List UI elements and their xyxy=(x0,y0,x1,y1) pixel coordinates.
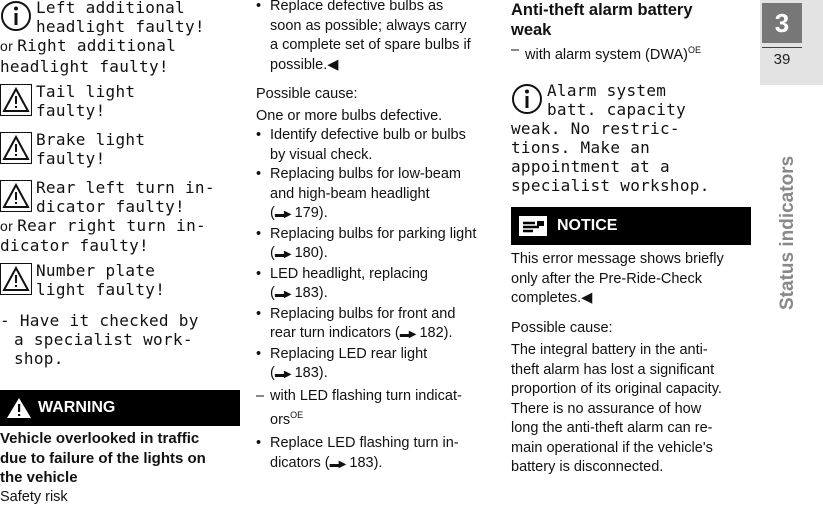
text-line: – with LED flashing turn indicat- xyxy=(270,387,462,404)
text-line: theft alarm has lost a significant xyxy=(511,361,715,378)
text-line: This error message shows briefly xyxy=(511,251,724,268)
warning-triangle-icon xyxy=(6,397,32,419)
page-ref-arrow-icon: ▬▶ xyxy=(399,329,416,340)
list-item xyxy=(256,305,496,345)
text-line: Tail light xyxy=(36,81,136,101)
text-line: • Replacing bulbs for front and xyxy=(270,305,456,322)
text-line: There is no assurance of how xyxy=(511,400,702,417)
page-ref-arrow-icon: ▬▶ xyxy=(274,369,291,380)
column-1: Left additional headlight faulty! or Right additional headlight faulty! Tail light faulty! Brake light faulty! Rear left turn in- dicator faulty! or Rear right turn in- dicator faulty! Number plate light faulty! - Have it checked by a specialist work- shop. WARNING Vehicle overlooked in traffic due to failure of the lights on the vehicle Safety risk xyxy=(0,0,240,507)
text-line: a specialist work- xyxy=(14,330,193,349)
warning-triangle-icon xyxy=(0,180,32,212)
check-instruction: - Have it checked by a specialist work- shop. xyxy=(0,311,240,368)
possible-cause-label: Possible cause: xyxy=(256,86,358,102)
list-item: • Replacing bulbs for parking light (▬▶ 180). xyxy=(256,225,496,265)
indicator-additional-headlight xyxy=(0,0,240,36)
notice-label: NOTICE xyxy=(557,217,618,235)
text-line: dicator faulty! xyxy=(0,236,149,255)
warning-triangle-icon xyxy=(0,263,32,295)
text-line: • Replacing bulbs for parking light xyxy=(270,225,477,242)
text-line: shop. xyxy=(14,349,64,368)
text-line: appointment at a xyxy=(511,157,670,177)
text-line: faulty! xyxy=(36,100,106,120)
text-line: completes.◀ xyxy=(511,290,593,307)
text-line: long the anti-theft alarm can re- xyxy=(511,420,713,437)
list-item: • LED headlight, replacing (▬▶ 183). xyxy=(256,265,496,305)
oe-superscript: OE xyxy=(290,410,304,420)
list-item xyxy=(256,434,496,474)
text-line: Left additional xyxy=(36,0,185,17)
notice-text xyxy=(511,250,751,309)
indicator-number-plate xyxy=(0,261,240,299)
possible-cause-label: Possible cause: xyxy=(511,319,613,336)
text-line: light faulty! xyxy=(36,280,166,299)
page-number: 39 xyxy=(762,47,802,68)
text-line: a complete set of spare bulbs if xyxy=(270,37,471,53)
text-line: proportion of its original capacity. xyxy=(511,381,722,398)
text-line: weak. No restric- xyxy=(511,119,680,139)
page-ref-arrow-icon: ▬▶ xyxy=(274,289,291,300)
list-item: • Replacing bulbs for low-beam and high-beam headlight (▬▶ 179). xyxy=(256,165,496,225)
page-ref[interactable]: 183). xyxy=(294,285,328,301)
right-headlight-a: Right additional xyxy=(17,36,177,55)
safety-risk: Safety risk xyxy=(0,488,68,505)
alarm-system-note xyxy=(511,41,751,65)
text-line: faulty! xyxy=(36,148,106,168)
chapter-number: 3 xyxy=(762,3,802,43)
text-line: or Rear right turn in- xyxy=(0,215,206,235)
text-line: with alarm system (DWA) xyxy=(525,46,688,63)
text-line: The integral battery in the anti- xyxy=(511,342,708,359)
text-line: Brake light xyxy=(36,129,146,149)
text-line: possible.◀ xyxy=(270,56,339,73)
page-ref-arrow-icon: ▬▶ xyxy=(274,209,291,220)
info-icon xyxy=(511,83,543,115)
indicator-alarm-battery xyxy=(511,81,751,119)
text-line: • Identify defective bulb or bulbs xyxy=(270,127,466,143)
indicator-rear-turn xyxy=(0,178,240,216)
text-line: • Replacing bulbs for low-beam xyxy=(270,166,462,182)
text-line: dicator faulty! xyxy=(36,196,185,216)
indicator-brake-light xyxy=(0,130,240,168)
cause-paragraph xyxy=(511,341,751,478)
oe-superscript: OE xyxy=(688,45,702,55)
text-line: specialist workshop. xyxy=(511,176,710,196)
text-line: tions. Make an xyxy=(511,138,651,158)
warning-banner xyxy=(0,390,240,426)
text-line: • Replace defective bulbs as xyxy=(270,0,444,14)
text-line: weak xyxy=(511,21,552,39)
text-line: battery is disconnected. xyxy=(511,459,664,476)
cause-text: One or more bulbs defective. xyxy=(256,107,443,124)
text-line: soon as possible; always carry xyxy=(270,17,467,34)
text-line: Rear left turn in- xyxy=(36,177,215,197)
text-line: batt. capacity xyxy=(547,100,687,120)
page-ref[interactable]: 182). xyxy=(419,325,453,341)
text-line: Alarm system xyxy=(547,81,667,101)
column-3 xyxy=(511,0,751,478)
page-ref[interactable]: 179). xyxy=(294,205,328,221)
text-line: dicators ( xyxy=(270,454,330,471)
warning-label: WARNING xyxy=(38,399,116,416)
warning-triangle-icon xyxy=(0,132,32,164)
page-ref[interactable]: 183). xyxy=(294,365,328,381)
text-line: only after the Pre-Ride-Check xyxy=(511,270,702,287)
list-item: • Replacing LED rear light (▬▶ 183). xyxy=(256,345,496,385)
text-line: the vehicle xyxy=(0,469,78,486)
text-line: due to failure of the lights on xyxy=(0,449,206,467)
text-line: • Replace LED flashing turn in- xyxy=(270,435,459,452)
page-ref-arrow-icon: ▬▶ xyxy=(274,249,291,260)
text-line: • LED headlight, replacing xyxy=(270,265,428,282)
section-title: Status indicators xyxy=(777,155,798,310)
info-icon xyxy=(0,0,32,32)
notice-hand-icon xyxy=(517,213,551,239)
text-line: • Replacing LED rear light xyxy=(270,345,428,362)
column-2 xyxy=(256,0,496,474)
text-line: Vehicle overlooked in traffic xyxy=(0,430,200,447)
list-item xyxy=(256,126,496,165)
text-line: headlight faulty! xyxy=(0,56,169,76)
notice-banner xyxy=(511,207,751,245)
page-ref-arrow-icon: ▬▶ xyxy=(329,458,346,470)
indicator-tail-light xyxy=(0,82,240,120)
text-line: headlight faulty! xyxy=(36,17,205,36)
led-flashing-note xyxy=(256,387,496,431)
text-line: Number plate xyxy=(36,261,156,280)
text-line: rear turn indicators ( xyxy=(270,325,400,341)
text-line: Anti-theft alarm battery xyxy=(511,1,693,19)
page-ref[interactable]: 180). xyxy=(294,245,328,261)
text-line: ors xyxy=(270,411,291,428)
text-line: and high-beam headlight xyxy=(270,185,430,202)
warning-triangle-icon xyxy=(0,84,32,116)
page-ref[interactable]: 183). xyxy=(349,454,383,471)
text-line: Have it checked by xyxy=(19,311,199,330)
text-line: by visual check. xyxy=(270,146,373,163)
list-item xyxy=(256,0,496,75)
warning-heading xyxy=(0,429,240,488)
text-line: main operational if the vehicle's xyxy=(511,439,713,456)
section-heading xyxy=(511,0,751,40)
